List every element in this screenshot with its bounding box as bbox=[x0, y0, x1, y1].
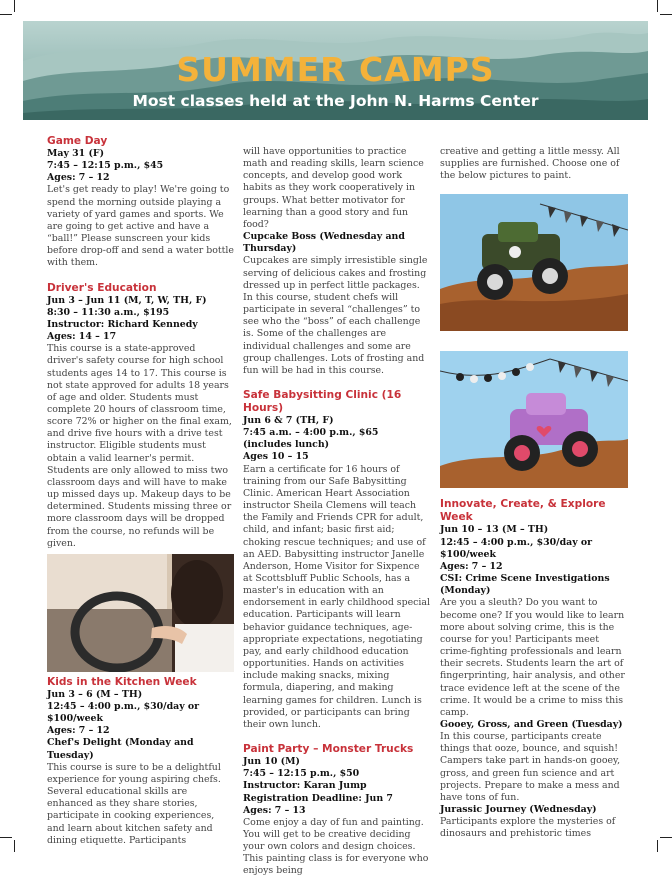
cupcake-boss-description: Cupcakes are simply irresistible single serving of delicious cakes and frosting dressed up in perfect little packages. In this course, student chefs will participate in several “challenges” to see who the “boss” of each challenge is. Some of the challenges are individual challenges and some are group challenges. Lots of frosting and fun will be had in this course. bbox=[243, 255, 428, 376]
paint-party-instructor: Instructor: Karan Jump bbox=[243, 780, 367, 792]
babysitting-lunch: (includes lunch) bbox=[243, 439, 330, 451]
paint-party-ages: Ages: 7 – 13 bbox=[243, 804, 306, 816]
csi-title: CSI: Crime Scene Investigations (Monday) bbox=[440, 573, 610, 597]
page-title: SUMMER CAMPS bbox=[176, 50, 495, 89]
section-title-babysitting: Safe Babysitting Clinic (16 Hours) bbox=[243, 388, 402, 414]
column-left bbox=[47, 135, 234, 847]
section-title-kitchen: Kids in the Kitchen Week bbox=[47, 675, 197, 688]
crop-mark bbox=[657, 0, 658, 12]
csi-description: Are you a sleuth? Do you want to become one? If you would like to learn more about solving crime, this is the course for you! Participants meet crime-fighting professionals and learn their secrets. Students learn the art of fingerprinting, hair analysis, and other trace evidence left at the scene of the crime. It would be a crime to miss this camp. bbox=[440, 597, 625, 718]
driving-photo bbox=[47, 554, 234, 672]
column-middle bbox=[243, 146, 430, 878]
innovate-ages: Ages: 7 – 12 bbox=[440, 560, 503, 572]
crop-mark bbox=[660, 837, 672, 838]
crop-mark bbox=[14, 840, 15, 852]
section-title-game-day: Game Day bbox=[47, 135, 108, 147]
monster-truck-painting-green bbox=[440, 194, 628, 331]
game-day-time-price: 7:45 – 12:15 p.m., $45 bbox=[47, 160, 164, 172]
crop-mark bbox=[657, 840, 658, 852]
kitchen-time-price: 12:45 – 4:00 p.m., $30/day or $100/week bbox=[47, 701, 200, 725]
header-banner bbox=[23, 21, 648, 120]
babysitting-ages: Ages 10 – 15 bbox=[243, 451, 309, 463]
babysitting-dates: Jun 6 & 7 (TH, F) bbox=[243, 414, 334, 426]
crop-mark bbox=[0, 14, 12, 15]
drivers-ed-ages: Ages: 14 – 17 bbox=[47, 331, 117, 343]
kitchen-description-cont: will have opportunities to practice math and reading skills, learn science concepts, and develop good work habits as they work cooperatively in groups. What better motivator for learning than a good story and fun food? bbox=[243, 146, 424, 230]
paint-party-deadline: Registration Deadline: Jun 7 bbox=[243, 792, 393, 804]
innovate-time-price: 12:45 – 4:00 p.m., $30/day or $100/week bbox=[440, 536, 593, 560]
babysitting-time-price: 7:45 a.m. – 4:00 p.m., $65 bbox=[243, 427, 379, 439]
monster-truck-painting-purple bbox=[440, 351, 628, 488]
kitchen-subtitle-chefs-delight: Chef's Delight (Monday and Tuesday) bbox=[47, 737, 194, 761]
gooey-description: In this course, participants create things that ooze, bounce, and squish! Campers take part in hands-on gooey, gross, and green fun science and art projects. Prepare to make a mess and have tons of fun. bbox=[440, 731, 621, 803]
column-right bbox=[440, 146, 628, 841]
game-day-description: Let's get ready to play! We're going to spend the morning outside playing a variety of yard games and sports. We are going to get active and have a “ball!” Please sunscreen your kids before drop-off and send a water bottle with them. bbox=[47, 184, 234, 269]
crop-mark bbox=[0, 837, 12, 838]
paint-party-time-price: 7:45 – 12:15 p.m., $50 bbox=[243, 768, 360, 780]
drivers-ed-dates: Jun 3 – Jun 11 (M, T, W, TH, F) bbox=[47, 294, 207, 306]
innovate-dates: Jun 10 – 13 (M – TH) bbox=[440, 524, 549, 536]
section-title-drivers-ed: Driver's Education bbox=[47, 281, 157, 294]
crop-mark bbox=[660, 14, 672, 15]
section-title-innovate: Innovate, Create, & Explore Week bbox=[440, 498, 606, 524]
jurassic-title: Jurassic Journey (Wednesday) bbox=[440, 804, 597, 816]
kitchen-dates: Jun 3 – 6 (M – TH) bbox=[47, 688, 143, 700]
babysitting-description: Earn a certificate for 16 hours of training from our Safe Babysitting Clinic. American Heart Association instructor Sheila Clemens will teach the Family and Friends CPR for adult, child, and infant; basic first aid; choking rescue techniques; and use of an AED. Babysitting instructor Janelle Anderson, Home Visitor for Sixpence at Scottsbluff Public Schools, has a master's in education with an endorsement in early childhood special education. Participants will learn behavior guidance techniques, age-appropriate expectations, negotiating pay, and early childhood education opportunities. Hands on activities include making snacks, mixing formula, diapering, and making learning games for children. Lunch is provided, or participants can bring their own lunch. bbox=[243, 463, 430, 730]
section-title-paint-party: Paint Party – Monster Trucks bbox=[243, 743, 414, 756]
drivers-ed-instructor: Instructor: Richard Kennedy bbox=[47, 318, 198, 330]
drivers-ed-description: This course is a state-approved driver's safety course for high school students ages 14 to 17. This course is not state approved for adults 18 years of age and older. Students must complete 20 hours of classroom time, score 72% or higher on the final exam, and drive five hours with a drive test instructor. Eligible students must obtain a valid learner's permit. Students are only allowed to miss two classroom days and will have to make up missed days up. Makeup days to be determined. Students missing three or more classroom days will be dropped from the course, no refunds will be given. bbox=[47, 343, 232, 549]
kitchen-description: This course is sure to be a delightful experience for young aspiring chefs. Several educational skills are enhanced as they share stories, participate in cooking experiences, and learn about kitchen safety and dining etiquette. Participants bbox=[47, 761, 221, 846]
jurassic-description: Participants explore the mysteries of dinosaurs and prehistoric times bbox=[440, 816, 616, 840]
game-day-date: May 31 (F) bbox=[47, 148, 105, 159]
paint-party-date: Jun 10 (M) bbox=[243, 756, 300, 768]
page-subtitle: Most classes held at the John N. Harms Center bbox=[132, 92, 539, 110]
drivers-ed-time-price: 8:30 – 11:30 a.m., $195 bbox=[47, 306, 170, 318]
paint-party-description-cont: creative and getting a little messy. All supplies are furnished. Choose one of the below pictures to paint. bbox=[440, 146, 620, 182]
paint-party-description: Come enjoy a day of fun and painting. You will get to be creative deciding your own colors and design choices. This painting class is for everyone who enjoys being bbox=[243, 816, 429, 877]
crop-mark bbox=[14, 0, 15, 12]
game-day-ages: Ages: 7 – 12 bbox=[47, 172, 110, 184]
kitchen-subtitle-cupcake-boss: Cupcake Boss (Wednesday and Thursday) bbox=[243, 231, 405, 255]
gooey-title: Gooey, Gross, and Green (Tuesday) bbox=[440, 718, 623, 730]
kitchen-ages: Ages: 7 – 12 bbox=[47, 725, 110, 737]
